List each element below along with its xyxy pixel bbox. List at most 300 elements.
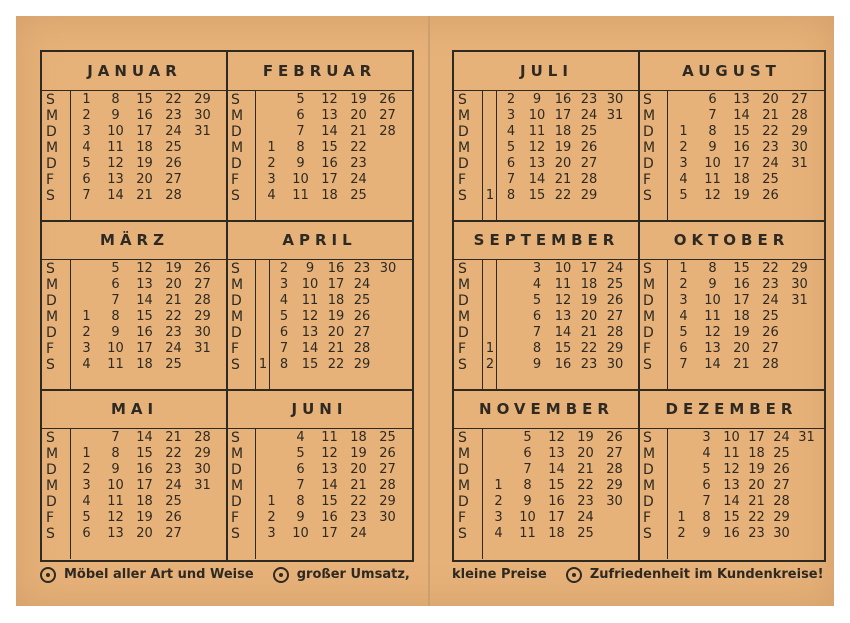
weekday-letter: D	[643, 462, 654, 478]
day-column	[159, 261, 188, 373]
day-number: 10	[301, 277, 319, 292]
column-divider	[482, 428, 483, 559]
day-number: 3	[82, 341, 91, 356]
day-number: 23	[350, 156, 367, 171]
day-number: 2	[267, 510, 276, 525]
day-number: 10	[519, 510, 536, 525]
day-number: 14	[107, 188, 124, 203]
day-column	[130, 261, 159, 373]
day-column	[498, 261, 524, 373]
day-number: 18	[554, 124, 572, 139]
day-number: 14	[321, 478, 338, 493]
day-number: 1	[677, 510, 686, 525]
column-divider	[70, 428, 71, 559]
day-number: 1	[485, 188, 495, 203]
day-number: 2	[494, 494, 503, 509]
day-column	[698, 92, 727, 204]
day-number	[484, 293, 496, 309]
weekday-letter: M	[458, 140, 471, 156]
day-column	[72, 261, 101, 373]
month-block	[454, 52, 639, 221]
day-number: 25	[165, 357, 182, 372]
day-column	[513, 430, 542, 542]
day-number: 14	[723, 494, 740, 509]
weekday-letter: M	[231, 140, 244, 156]
day-number	[602, 188, 628, 204]
day-number: 21	[327, 341, 345, 356]
day-number: 29	[353, 357, 371, 372]
day-number: 21	[165, 430, 182, 445]
lead-day-column	[484, 92, 496, 204]
day-number	[484, 277, 496, 293]
day-column	[785, 261, 814, 373]
footer-slogan-right	[452, 563, 824, 587]
day-number: 19	[350, 446, 367, 461]
day-number: 14	[733, 108, 750, 123]
column-divider	[496, 90, 497, 221]
day-number: 23	[748, 526, 765, 541]
weekday-letter: S	[46, 526, 55, 542]
day-number: 12	[704, 325, 721, 340]
day-number: 31	[194, 341, 211, 356]
day-number: 13	[704, 341, 721, 356]
day-number: 17	[733, 156, 750, 171]
day-column	[271, 261, 297, 373]
day-number: 31	[798, 430, 815, 445]
day-number	[785, 325, 814, 341]
day-number: 15	[554, 341, 572, 356]
day-number: 9	[708, 140, 717, 155]
day-number: 15	[136, 446, 153, 461]
day-number: 14	[528, 172, 546, 187]
day-number: 30	[773, 526, 790, 541]
weekday-letter: S	[643, 92, 652, 108]
day-number: 7	[708, 108, 717, 123]
day-number: 8	[111, 309, 120, 324]
weekday-letter: D	[46, 462, 57, 478]
day-number: 25	[165, 140, 182, 155]
weekday-letter: S	[46, 430, 55, 446]
weekday-column	[643, 261, 665, 373]
weekday-letter: M	[46, 108, 59, 124]
day-number: 16	[733, 277, 750, 292]
weekday-letter: D	[643, 124, 654, 140]
day-number: 1	[267, 140, 276, 155]
day-number: 22	[165, 309, 182, 324]
day-number: 12	[528, 140, 546, 155]
day-number: 5	[679, 325, 688, 340]
day-number: 26	[379, 92, 396, 107]
day-number: 23	[350, 510, 367, 525]
month-name: MAI	[42, 390, 227, 429]
day-number	[257, 124, 286, 140]
day-number	[669, 92, 698, 108]
day-number: 23	[577, 494, 594, 509]
day-number: 4	[679, 172, 688, 187]
day-number: 16	[733, 140, 750, 155]
day-number: 19	[136, 510, 153, 525]
day-column	[785, 92, 814, 204]
day-number: 10	[107, 341, 124, 356]
weekday-column	[46, 92, 68, 204]
weekday-letter: S	[643, 188, 652, 204]
day-number	[257, 446, 286, 462]
day-number: 14	[554, 325, 572, 340]
day-number: 21	[350, 124, 367, 139]
day-number: 20	[165, 277, 182, 292]
day-number: 3	[702, 430, 711, 445]
month-block	[227, 390, 412, 559]
weekday-letter: F	[46, 341, 55, 357]
day-number: 27	[580, 156, 598, 171]
month-name: OKTOBER	[639, 221, 824, 260]
day-number	[484, 156, 496, 172]
day-number	[498, 357, 524, 373]
day-number: 4	[532, 277, 542, 292]
weekday-letter: S	[46, 92, 55, 108]
weekday-letter: D	[231, 156, 242, 172]
day-number	[188, 510, 217, 526]
day-number: 7	[296, 124, 305, 139]
day-number	[188, 494, 217, 510]
month-name: JUNI	[227, 390, 412, 429]
day-column	[344, 430, 373, 542]
day-number: 16	[554, 357, 572, 372]
day-number: 20	[327, 325, 345, 340]
day-number	[484, 124, 496, 140]
calendar-page-right	[452, 50, 826, 562]
day-number	[498, 341, 524, 357]
day-number: 22	[762, 124, 779, 139]
day-number: 2	[267, 156, 276, 171]
day-number: 24	[762, 293, 779, 308]
day-number	[785, 357, 814, 373]
day-number: 21	[762, 108, 779, 123]
weekday-letter: F	[458, 510, 467, 526]
day-number	[188, 357, 217, 373]
day-number	[785, 172, 814, 188]
day-number: 24	[350, 526, 367, 541]
weekday-letter: D	[231, 462, 242, 478]
day-number	[373, 188, 402, 204]
day-number: 8	[111, 446, 120, 461]
weekday-letter: D	[643, 293, 654, 309]
day-number: 25	[577, 526, 594, 541]
day-number	[794, 494, 819, 510]
weekday-letter: M	[46, 140, 59, 156]
day-number: 7	[279, 341, 289, 356]
day-number: 16	[548, 494, 565, 509]
day-number: 19	[136, 156, 153, 171]
month-name: JANUAR	[42, 52, 227, 91]
day-number: 15	[301, 357, 319, 372]
day-number: 17	[327, 277, 345, 292]
day-number	[785, 341, 814, 357]
day-number: 8	[708, 261, 717, 276]
day-number: 16	[136, 462, 153, 477]
day-number: 14	[136, 430, 153, 445]
weekday-letter: D	[46, 124, 57, 140]
day-number: 24	[353, 277, 371, 292]
day-number: 14	[704, 357, 721, 372]
day-number: 23	[580, 357, 598, 372]
day-number: 30	[379, 510, 396, 525]
weekday-letter: D	[458, 124, 469, 140]
day-column	[542, 430, 571, 542]
day-number: 5	[702, 462, 711, 477]
day-number: 16	[723, 526, 740, 541]
day-number: 25	[606, 277, 624, 292]
day-number: 26	[379, 446, 396, 461]
day-number: 7	[702, 494, 711, 509]
day-number: 28	[606, 325, 624, 340]
day-number	[794, 510, 819, 526]
day-column	[756, 261, 785, 373]
weekday-letter: D	[46, 156, 57, 172]
day-number: 15	[733, 261, 750, 276]
weekday-letter: M	[643, 277, 656, 293]
day-number: 26	[580, 140, 598, 155]
day-number: 7	[82, 188, 91, 203]
day-number: 12	[301, 309, 319, 324]
day-number: 13	[528, 156, 546, 171]
day-number: 4	[296, 430, 305, 445]
day-number: 5	[296, 92, 305, 107]
day-number: 12	[554, 293, 572, 308]
weekday-letter: S	[458, 261, 467, 277]
day-number: 23	[165, 462, 182, 477]
day-column	[744, 430, 769, 542]
day-number: 3	[279, 277, 289, 292]
weekday-letter: S	[46, 357, 55, 373]
lead-day-column	[257, 261, 269, 373]
day-number	[484, 325, 496, 341]
day-number: 3	[679, 156, 688, 171]
day-number: 27	[606, 309, 624, 324]
day-number: 19	[748, 462, 765, 477]
day-column	[188, 92, 217, 204]
column-divider	[667, 90, 668, 221]
weekday-letter: D	[231, 325, 242, 341]
day-number: 26	[353, 309, 371, 324]
day-column	[315, 92, 344, 204]
day-number	[498, 277, 524, 293]
day-number: 26	[762, 325, 779, 340]
day-number: 18	[350, 430, 367, 445]
day-number	[373, 526, 402, 542]
day-column	[669, 261, 698, 373]
day-number: 13	[548, 446, 565, 461]
day-number: 9	[296, 510, 305, 525]
day-number: 19	[350, 92, 367, 107]
day-number: 11	[723, 446, 740, 461]
day-number	[498, 309, 524, 325]
day-column	[727, 92, 756, 204]
day-number: 22	[350, 494, 367, 509]
day-number: 31	[791, 293, 808, 308]
day-number: 18	[733, 309, 750, 324]
column-divider	[482, 259, 483, 390]
day-column	[576, 261, 602, 373]
day-column	[375, 261, 401, 373]
day-number: 27	[194, 277, 211, 292]
day-number: 20	[136, 172, 153, 187]
day-number: 2	[679, 140, 688, 155]
day-number: 17	[733, 293, 750, 308]
day-number: 20	[136, 526, 153, 541]
weekday-letter: S	[643, 430, 652, 446]
day-number	[188, 156, 217, 172]
day-number: 15	[723, 510, 740, 525]
day-number: 17	[321, 172, 338, 187]
weekday-letter: D	[643, 325, 654, 341]
calendar-page-left	[40, 50, 414, 562]
day-number: 9	[111, 108, 120, 123]
day-number: 16	[136, 108, 153, 123]
day-number: 30	[194, 325, 211, 340]
weekday-letter: F	[458, 341, 467, 357]
day-number: 30	[791, 277, 808, 292]
day-number: 6	[702, 478, 711, 493]
fold-line	[428, 16, 430, 606]
day-number: 16	[136, 325, 153, 340]
day-number: 20	[350, 462, 367, 477]
day-column	[373, 430, 402, 542]
day-number: 18	[748, 446, 765, 461]
day-number: 12	[548, 430, 565, 445]
day-number: 14	[136, 293, 153, 308]
day-number: 21	[136, 188, 153, 203]
day-number: 4	[494, 526, 503, 541]
day-number: 15	[733, 124, 750, 139]
day-number	[257, 462, 286, 478]
column-divider	[667, 428, 668, 559]
day-number: 8	[111, 92, 120, 107]
day-number: 11	[107, 357, 124, 372]
month-name: AUGUST	[639, 52, 824, 91]
day-number: 13	[107, 172, 124, 187]
weekday-letter: S	[46, 261, 55, 277]
day-number: 13	[321, 462, 338, 477]
day-number	[669, 494, 694, 510]
day-number	[484, 108, 496, 124]
day-column	[769, 430, 794, 542]
day-number: 11	[107, 494, 124, 509]
day-number: 28	[194, 293, 211, 308]
weekday-column	[231, 92, 253, 204]
day-number: 19	[733, 325, 750, 340]
day-column	[794, 430, 819, 542]
day-number: 5	[296, 446, 305, 461]
day-column	[297, 261, 323, 373]
day-number: 28	[791, 108, 808, 123]
day-number: 23	[762, 277, 779, 292]
day-number: 17	[554, 108, 572, 123]
day-number	[669, 462, 694, 478]
day-number: 19	[165, 261, 182, 276]
column-divider	[667, 259, 668, 390]
day-number: 2	[279, 261, 289, 276]
day-number: 11	[321, 430, 338, 445]
weekday-letter: D	[643, 494, 654, 510]
day-number: 21	[554, 172, 572, 187]
day-number: 22	[554, 188, 572, 203]
month-name: JULI	[454, 52, 639, 91]
day-number: 22	[762, 261, 779, 276]
day-number: 19	[577, 430, 594, 445]
day-number: 29	[580, 188, 598, 203]
day-column	[694, 430, 719, 542]
day-number: 22	[327, 357, 345, 372]
weekday-letter: M	[643, 446, 656, 462]
day-number: 16	[327, 261, 345, 276]
day-number: 1	[267, 494, 276, 509]
day-number: 2	[82, 325, 91, 340]
day-number: 12	[321, 446, 338, 461]
day-number: 28	[606, 462, 623, 477]
day-number: 24	[580, 108, 598, 123]
day-number: 11	[519, 526, 536, 541]
day-column	[498, 92, 524, 204]
day-number: 6	[296, 108, 305, 123]
day-number: 14	[321, 124, 338, 139]
day-number: 9	[305, 261, 315, 276]
weekday-column	[231, 430, 253, 542]
day-number: 15	[548, 478, 565, 493]
day-number: 20	[577, 446, 594, 461]
weekday-letter: M	[458, 108, 471, 124]
day-number: 23	[353, 261, 371, 276]
weekday-letter: M	[458, 446, 471, 462]
day-number: 22	[748, 510, 765, 525]
day-number	[257, 325, 269, 341]
day-number: 22	[577, 478, 594, 493]
day-number: 5	[679, 188, 688, 203]
weekday-letter: M	[46, 277, 59, 293]
day-number: 17	[136, 341, 153, 356]
weekday-letter: D	[231, 124, 242, 140]
day-number	[498, 293, 524, 309]
day-number	[794, 478, 819, 494]
month-block	[454, 390, 639, 559]
day-number: 21	[350, 478, 367, 493]
weekday-column	[458, 261, 480, 373]
day-number: 13	[321, 108, 338, 123]
day-number: 15	[136, 92, 153, 107]
day-number: 8	[296, 140, 305, 155]
day-number: 8	[523, 478, 532, 493]
day-column	[130, 92, 159, 204]
weekday-letter: S	[643, 261, 652, 277]
weekday-letter: M	[458, 478, 471, 494]
day-number: 18	[548, 526, 565, 541]
weekday-letter: F	[46, 510, 55, 526]
day-column	[188, 430, 217, 542]
day-number	[188, 172, 217, 188]
day-number	[669, 478, 694, 494]
day-column	[669, 92, 698, 204]
weekday-letter: M	[231, 446, 244, 462]
day-number: 30	[194, 108, 211, 123]
day-number: 19	[327, 309, 345, 324]
month-block	[42, 221, 227, 390]
day-number: 6	[708, 92, 717, 107]
day-number: 28	[379, 478, 396, 493]
weekday-letter: S	[458, 430, 467, 446]
day-number: 9	[111, 325, 120, 340]
weekday-letter: D	[231, 293, 242, 309]
day-number	[484, 172, 496, 188]
